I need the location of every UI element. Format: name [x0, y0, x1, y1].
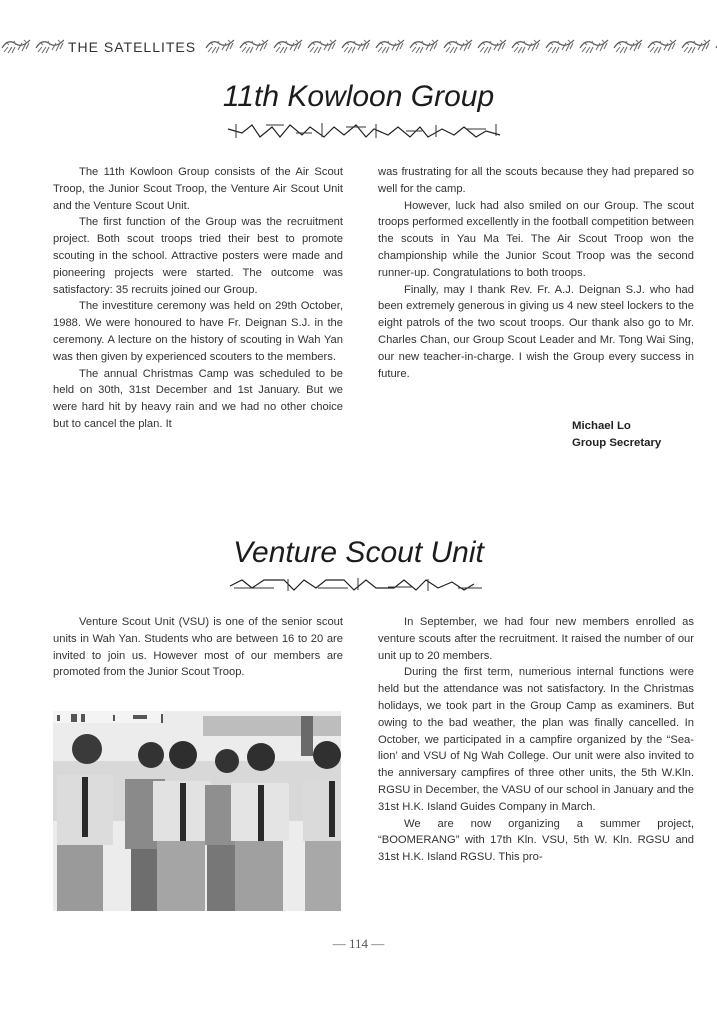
- scouts-group-photo: [53, 711, 341, 911]
- article1-left-column: [53, 164, 343, 433]
- paragraph: Finally, may I thank Rev. Fr. A.J. Deignan S.J. who had been extremely generous in giving us 4 new steel lockers to the eight patrols of the two scout troops. Our thank also go to Mr. Charles Chan, our Group Scout Leader and Mr. Tong Wai Sing, our new teacher-in-charge. I wish the Group every success in future.: [378, 283, 694, 380]
- paragraph: The annual Christmas Camp was scheduled to be held on 30th, 31st December and 1st January. But we were hard hit by heavy rain and we had no other choice but to cancel the plan. It: [53, 367, 343, 430]
- crackle-underline-icon: [226, 121, 516, 141]
- page-number: — 114 —: [332, 936, 385, 951]
- signature-name: Michael Lo: [572, 420, 631, 432]
- article1-right-column: [378, 164, 694, 382]
- signature-role: Group Secretary: [572, 436, 662, 449]
- paragraph: The first function of the Group was the recruitment project. Both scout troops tried their best to promote scouting in the school. Attractive posters were made and pioneering projects were started. The outcome was satisfactory: 35 recruits joined our Group.: [53, 216, 343, 296]
- paragraph: Venture Scout Unit (VSU) is one of the senior scout units in Wah Yan. Students who are between 16 to 20 are invited to join us. However most of our members are promoted from the Junior Scout Troop.: [53, 616, 343, 679]
- paragraph-continuation: was frustrating for all the scouts because they had prepared so well for the camp.: [378, 166, 694, 195]
- article2-right-column: [378, 614, 694, 866]
- paragraph: The 11th Kowloon Group consists of the Air Scout Troop, the Junior Scout Troop, the Venture Air Scout Unit and the Venture Scout Unit.: [53, 166, 343, 212]
- paragraph: In September, we had four new members enrolled as venture scouts after the recruitment. It raised the number of our unit up to 20 members.: [378, 616, 694, 662]
- article2-left-column: [53, 614, 343, 681]
- section-header-title: THE SATELLITES: [64, 39, 200, 55]
- paragraph: However, luck had also smiled on our Group. The scout troops performed excellently in the football competition between the scouts in Yau Ma Tei. The Air Scout Troop won the championship while the Junior Scout Troop was the second runner-up. Congratulations to both troops.: [378, 199, 694, 279]
- paragraph: The investiture ceremony was held on 29th October, 1988. We were honoured to have Fr. Deignan S.J. in the ceremony. A lecture on the history of scouting in Wah Yan was then given by experienced scouters to the members.: [53, 300, 343, 363]
- article-title-11th-kowloon-group: 11th Kowloon Group: [222, 80, 495, 113]
- crackle-underline-icon: [228, 576, 490, 594]
- paragraph: We are now organizing a summer project, “BOOMERANG” with 17th Kln. VSU, 5th W. Kln. RGSU and 31st H.K. Island RGSU. This pro-: [378, 817, 694, 864]
- signature-block: [572, 418, 661, 452]
- paragraph: During the first term, numerious internal functions were held but the attendance was not satisfactory. In the Christmas holidays, we took part in the Group Camp as examiners. But owing to the bad weather, the plan was finally cancelled. In October, we participated in a campfire organized by the “Sea-lion’ and VSU of Ng Wah College. Our unit were also invited to the anniversary campfires of three other units, the 5th W.Kln. RGSU in December, the VASU of our school in January and the 31st H.K. Island Guides Company in March.: [378, 666, 694, 813]
- article-title-venture-scout-unit: Venture Scout Unit: [233, 536, 484, 569]
